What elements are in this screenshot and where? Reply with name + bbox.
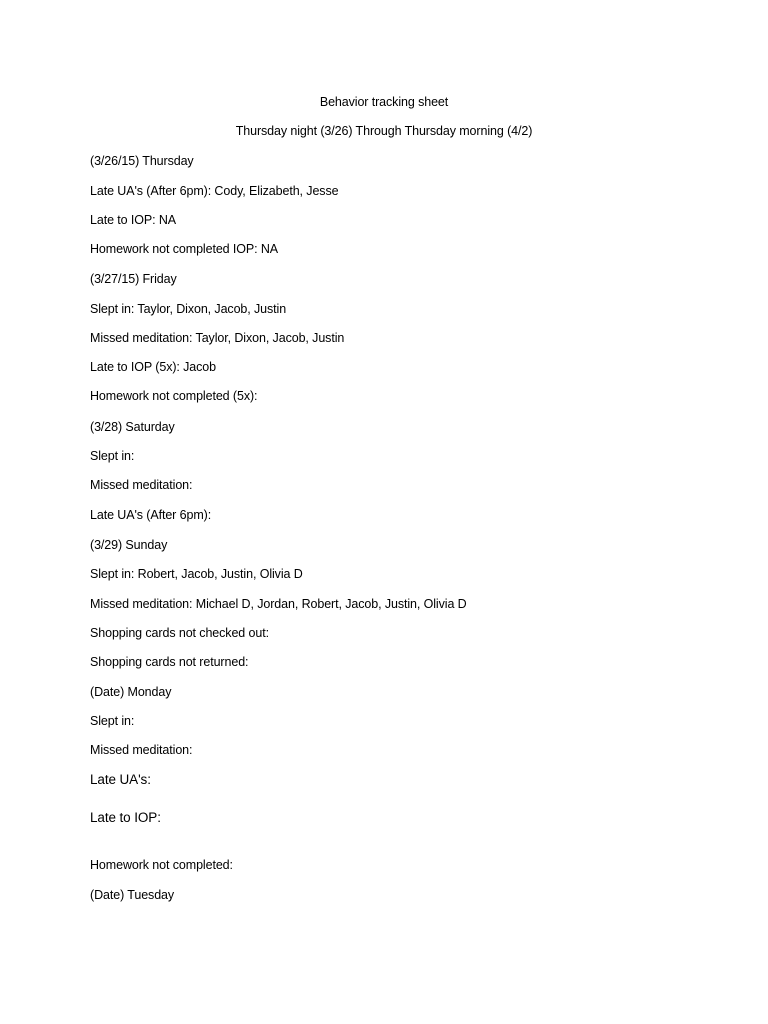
entry-line: Slept in:	[90, 714, 135, 728]
entry-line: Missed meditation: Michael D, Jordan, Robert, Jacob, Justin, Olivia D	[90, 597, 467, 611]
entry-line: Shopping cards not checked out:	[90, 626, 269, 640]
entry-line: Late UA's (After 6pm): Cody, Elizabeth, Jesse	[90, 184, 339, 198]
day-heading-friday: (3/27/15) Friday	[90, 272, 177, 286]
entry-line: Shopping cards not returned:	[90, 655, 249, 669]
entry-line: Late to IOP (5x): Jacob	[90, 360, 217, 374]
day-heading-saturday: (3/28) Saturday	[90, 420, 175, 434]
entry-line: Homework not completed (5x):	[90, 389, 258, 403]
day-heading-tuesday: (Date) Tuesday	[90, 888, 175, 902]
document-title: Behavior tracking sheet	[319, 95, 449, 109]
entry-line: Missed meditation:	[90, 743, 193, 757]
entry-line: Missed meditation: Taylor, Dixon, Jacob, Justin	[90, 331, 345, 345]
entry-line: Slept in: Taylor, Dixon, Jacob, Justin	[90, 302, 287, 316]
entry-line: Missed meditation:	[90, 478, 193, 492]
entry-line: Late UA's:	[90, 772, 151, 787]
day-heading-sunday: (3/29) Sunday	[90, 538, 168, 552]
entry-line: Slept in: Robert, Jacob, Justin, Olivia D	[90, 567, 303, 581]
entry-line: Late UA's (After 6pm):	[90, 508, 212, 522]
entry-line: Late to IOP:	[90, 810, 161, 825]
entry-line: Homework not completed IOP: NA	[90, 242, 279, 256]
entry-line: Homework not completed:	[90, 858, 233, 872]
entry-line: Slept in:	[90, 449, 135, 463]
day-heading-monday: (Date) Monday	[90, 685, 172, 699]
day-heading-thursday: (3/26/15) Thursday	[90, 154, 194, 168]
document-subtitle: Thursday night (3/26) Through Thursday morning (4/2)	[235, 124, 533, 138]
entry-line: Late to IOP: NA	[90, 213, 177, 227]
